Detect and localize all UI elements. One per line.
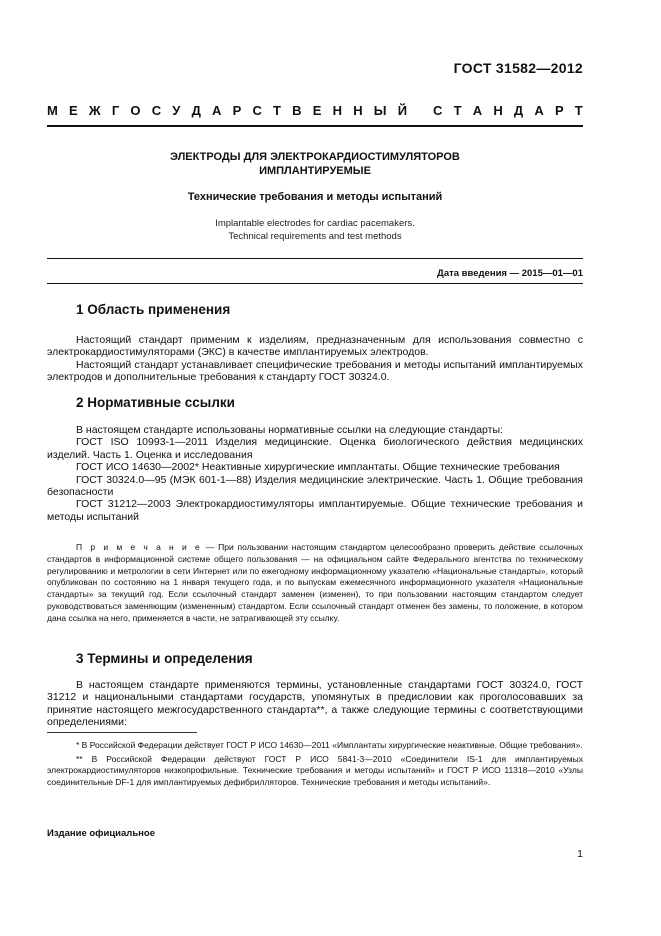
banner-letter: Т: [273, 103, 281, 118]
reference-item: ГОСТ ISO 10993-1—2011 Изделия медицинские. Оценка биологического действия медицинских изделий. Часть 1. Оценка и исследования: [47, 436, 583, 461]
english-title: [47, 217, 583, 243]
section-2-body: [47, 424, 583, 523]
banner-letter: Е: [69, 103, 78, 118]
note-label: П р и м е ч а н и е: [76, 542, 202, 552]
banner-letter: Г: [111, 103, 120, 118]
banner-letter: А: [212, 103, 222, 118]
document-subtitle: Технические требования и методы испытаний: [187, 191, 443, 203]
section-2-note: [47, 542, 583, 625]
section-3-paragraph-1: В настоящем стандарте применяются термины, установленные стандартами ГОСТ 30324.0, ГОСТ 31212 и национальными стандартами государств, упомянутых в предисловии как проголосовавших за принятие настоящего межгосударственного стандарта**, а также следующие термины с соответствующими определениями:: [47, 679, 583, 729]
banner-letter: Ж: [88, 103, 101, 118]
banner-letter: Д: [191, 103, 201, 118]
section-2-intro: В настоящем стандарте использованы нормативные ссылки на следующие стандарты:: [76, 424, 503, 436]
section-3-body: [47, 679, 583, 729]
banner-letter: Д: [513, 103, 524, 118]
english-title-line-1: Implantable electrodes for cardiac pacemakers.: [215, 218, 415, 229]
banner-letter: Р: [232, 103, 242, 118]
banner-letter: Р: [554, 103, 564, 118]
banner-letter: В: [292, 103, 302, 118]
banner-letter: Т: [574, 103, 583, 118]
document-code: ГОСТ 31582—2012: [453, 60, 583, 76]
header-rule: [47, 125, 583, 127]
interstate-standard-banner: [47, 103, 583, 118]
banner-letter: Н: [332, 103, 342, 118]
section-3-heading: 3 Термины и определения: [76, 651, 253, 666]
banner-letter: Н: [353, 103, 363, 118]
banner-letter: О: [130, 103, 141, 118]
banner-letter: С: [252, 103, 262, 118]
banner-letter: А: [534, 103, 544, 118]
banner-letter: У: [172, 103, 181, 118]
section-1-heading: 1 Область применения: [76, 302, 231, 317]
footnotes: [47, 740, 583, 790]
reference-item: ГОСТ 31212—2003 Электрокардиостимуляторы имплантируемые. Общие технические требования и методы испытаний: [47, 498, 583, 523]
page-number: 1: [577, 848, 583, 860]
introduction-date: Дата введения — 2015—01—01: [437, 268, 583, 279]
reference-item: ГОСТ ИСО 14630—2002* Неактивные хирургические имплантаты. Общие технические требования: [76, 461, 560, 474]
banner-letter: М: [47, 103, 58, 118]
banner-letter: Т: [453, 103, 462, 118]
section-1-paragraph-1: Настоящий стандарт применим к изделиям, предназначенным для использования совместно с электрокардиостимуляторами (ЭКС) в качестве имплантируемых электродов.: [47, 334, 583, 359]
banner-letter: А: [472, 103, 483, 118]
banner-letter: Н: [493, 103, 503, 118]
document-title: [47, 150, 583, 178]
title-line-2: ИМПЛАНТИРУЕМЫЕ: [259, 165, 371, 177]
footnote-1: * В Российской Федерации действует ГОСТ Р ИСО 14630—2011 «Имплантаты хирургические неактивные. Общие требования».: [76, 740, 583, 750]
date-rule: [47, 283, 583, 284]
title-line-1: ЭЛЕКТРОДЫ ДЛЯ ЭЛЕКТРОКАРДИОСТИМУЛЯТОРОВ: [170, 151, 460, 163]
banner-letter: Е: [312, 103, 322, 118]
section-1-body: [47, 334, 583, 384]
banner-letter: [418, 103, 422, 118]
note-text: — При пользовании настоящим стандартом целесообразно проверить действие ссылочных стандартов в информационной системе общего пользования — на официальном сайте Федерального агентства по техническому регулированию и метрологии в сети Интернет или по ежегодному информационному указателю «Национальные стандарты», который опубликован по состоянию на 1 января текущего года, и по выпускам ежемесячного информационного указателя «Национальные стандарты» за текущий год. Если ссылочный стандарт заменен (изменен), то при пользовании настоящим стандартом следует руководствоваться заменяющим (измененным) стандартом. Если ссылочный стандарт отменен без замены, то положение, в котором дана ссылка на него, применяется в части, не затрагивающей эту ссылку.: [47, 542, 583, 623]
banner-letter: Ы: [373, 103, 387, 118]
official-edition-label: Издание официальное: [47, 828, 155, 839]
banner-letter: С: [151, 103, 162, 118]
section-2-heading: 2 Нормативные ссылки: [76, 395, 235, 410]
title-rule: [47, 258, 583, 259]
footnote-rule: [47, 732, 197, 733]
section-1-paragraph-2: Настоящий стандарт устанавливает специфические требования и методы испытаний имплантируемых электродов и дополнительные требования к стандарту ГОСТ 30324.0.: [47, 358, 583, 384]
english-title-line-2: Technical requirements and test methods: [228, 231, 402, 242]
footnote-2: ** В Российской Федерации действуют ГОСТ Р ИСО 5841-3—2010 «Соединители IS-1 для имплантируемых электрокардиостимуляторов низкопрофильные. Технические требования и методы испытаний» и ГОСТ Р ИСО 11318—2010 «Узлы соединительные DF-1 для имплантируемых дефибрилляторов. Технические требования и методы испытаний».: [47, 753, 583, 787]
banner-letter: Й: [397, 103, 408, 118]
banner-letter: С: [433, 103, 443, 118]
reference-item: ГОСТ 30324.0—95 (МЭК 601-1—88) Изделия медицинские электрические. Часть 1. Общие требования безопасности: [47, 473, 583, 499]
